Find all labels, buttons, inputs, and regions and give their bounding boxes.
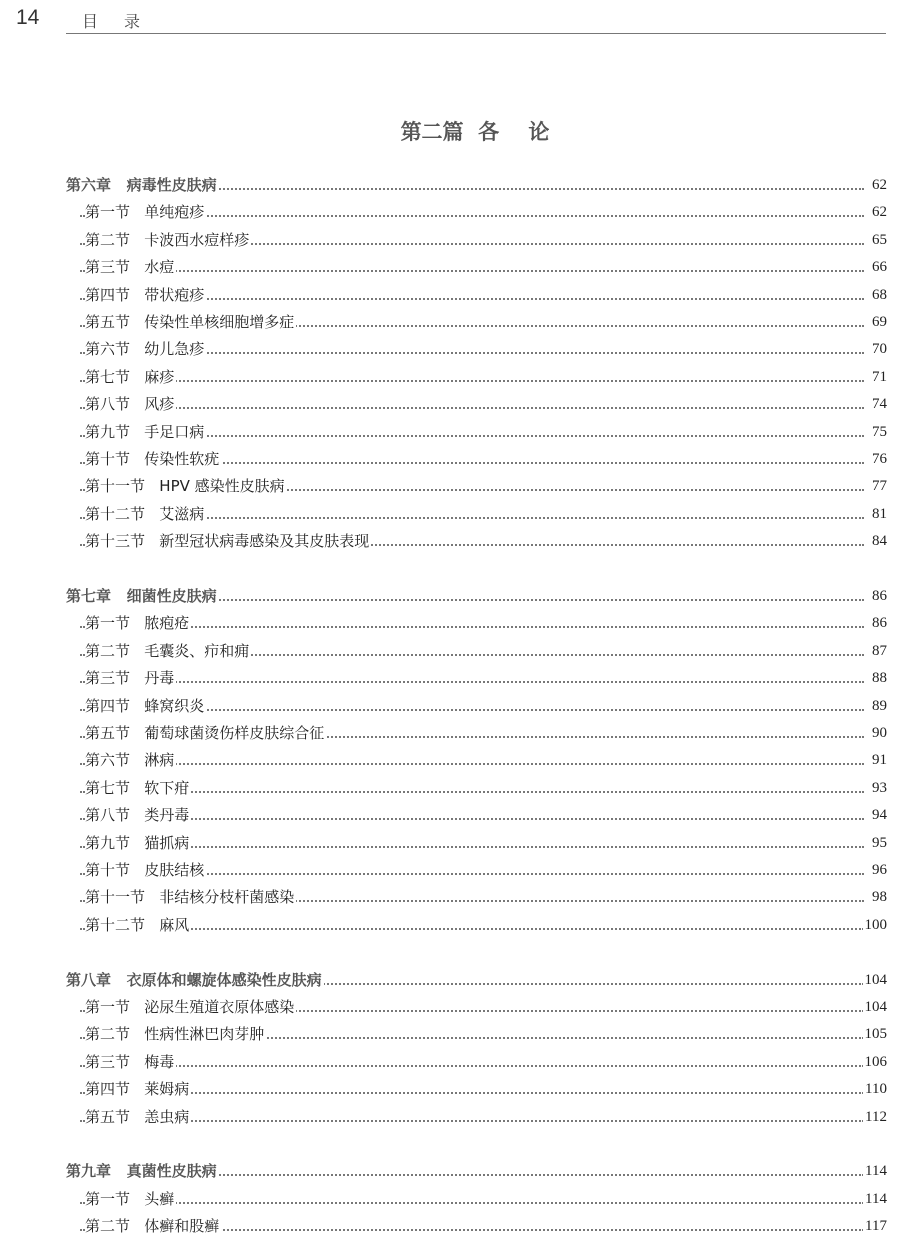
toc-leader-dots (80, 1092, 864, 1094)
toc-section-title: 第一节 单纯疱疹 (85, 199, 206, 226)
toc-chapter-title: 第八章 衣原体和螺旋体感染性皮肤病 (66, 967, 324, 994)
toc-section-entry[interactable] (0, 857, 900, 884)
toc-section-entry[interactable] (0, 1021, 900, 1048)
toc-page-number: 70 (870, 336, 887, 363)
toc-chapter-entry[interactable] (0, 1158, 900, 1185)
toc-chapter-entry[interactable] (0, 583, 900, 610)
toc-page-number: 62 (870, 199, 887, 226)
toc-section-title: 第二节 毛囊炎、疖和痈 (85, 638, 251, 665)
toc-leader-dots (80, 626, 864, 628)
toc-chapter-title: 第九章 真菌性皮肤病 (66, 1158, 219, 1185)
toc-leader-dots (80, 1065, 864, 1067)
toc-section-entry[interactable] (0, 665, 900, 692)
toc-section-entry[interactable] (0, 199, 900, 226)
toc-page-number: 74 (870, 391, 887, 418)
toc-page-number: 69 (870, 309, 887, 336)
toc-section-title: 第十节 皮肤结核 (85, 857, 206, 884)
toc-section-entry[interactable] (0, 720, 900, 747)
toc-page-number: 98 (870, 884, 887, 911)
toc-leader-dots (80, 1120, 864, 1122)
toc-section-entry[interactable] (0, 254, 900, 281)
toc-page-number: 71 (870, 364, 887, 391)
part-title: 第二篇 各 论 (400, 120, 550, 144)
toc-page-number: 94 (870, 802, 887, 829)
toc-page-number: 90 (870, 720, 887, 747)
toc-section-title: 第二节 性病性淋巴肉芽肿 (85, 1021, 266, 1048)
toc-section-title: 第八节 类丹毒 (85, 802, 191, 829)
toc-section-title: 第十一节 HPV 感染性皮肤病 (85, 473, 287, 500)
toc-page-number: 87 (870, 638, 887, 665)
toc-section-entry[interactable] (0, 610, 900, 637)
toc-section-entry[interactable] (0, 419, 900, 446)
toc-section-entry[interactable] (0, 747, 900, 774)
toc-page-number: 77 (870, 473, 887, 500)
toc-section-entry[interactable] (0, 528, 900, 555)
toc-page-number: 112 (863, 1104, 887, 1131)
toc-section-entry[interactable] (0, 884, 900, 911)
toc-section-entry[interactable] (0, 830, 900, 857)
toc-leader-dots (80, 380, 864, 382)
toc-section-title: 第十二节 麻风 (85, 912, 191, 939)
toc-chapter-title: 第六章 病毒性皮肤病 (66, 172, 219, 199)
toc-page-number: 66 (870, 254, 887, 281)
toc-section-entry[interactable] (0, 282, 900, 309)
toc-section-entry[interactable] (0, 638, 900, 665)
toc-section-title: 第四节 带状疱疹 (85, 282, 206, 309)
toc-section-entry[interactable] (0, 364, 900, 391)
toc-page-number: 93 (870, 775, 887, 802)
toc-page-number: 86 (870, 610, 887, 637)
toc-section-title: 第七节 麻疹 (85, 364, 176, 391)
toc-leader-dots (80, 763, 864, 765)
toc-page-number: 62 (870, 172, 887, 199)
toc-section-title: 第十三节 新型冠状病毒感染及其皮肤表现 (85, 528, 371, 555)
toc-chapter-title: 第七章 细菌性皮肤病 (66, 583, 219, 610)
toc-section-title: 第六节 幼儿急疹 (85, 336, 206, 363)
toc-page-number: 88 (870, 665, 887, 692)
toc-leader-dots (80, 1202, 864, 1204)
toc-page-number: 96 (870, 857, 887, 884)
toc-section-entry[interactable] (0, 1049, 900, 1076)
toc-leader-dots (80, 818, 864, 820)
toc-page-number: 104 (863, 967, 888, 994)
toc-section-entry[interactable] (0, 227, 900, 254)
toc-page-number: 68 (870, 282, 887, 309)
toc-section-title: 第十一节 非结核分枝杆菌感染 (85, 884, 296, 911)
toc-page-number: 86 (870, 583, 887, 610)
toc-page-number: 105 (863, 1021, 888, 1048)
toc-section-title: 第九节 猫抓病 (85, 830, 191, 857)
toc-page-number: 91 (870, 747, 887, 774)
toc-section-title: 第一节 头癣 (85, 1186, 176, 1213)
toc-leader-dots (80, 928, 864, 930)
toc-page-number: 106 (863, 1049, 888, 1076)
toc-section-title: 第二节 卡波西水痘样疹 (85, 227, 251, 254)
toc-chapter-entry[interactable] (0, 172, 900, 199)
toc-section-entry[interactable] (0, 1213, 900, 1240)
toc-page-number: 76 (870, 446, 887, 473)
toc-page-number: 100 (863, 912, 888, 939)
toc-section-title: 第十节 传染性软疣 (85, 446, 221, 473)
toc-page-number: 117 (863, 1213, 887, 1240)
toc-page-number: 89 (870, 693, 887, 720)
toc-section-title: 第三节 水痘 (85, 254, 176, 281)
toc-section-entry[interactable] (0, 693, 900, 720)
toc-section-entry[interactable] (0, 1104, 900, 1131)
toc-section-title: 第三节 丹毒 (85, 665, 176, 692)
toc-section-entry[interactable] (0, 501, 900, 528)
toc-section-title: 第五节 传染性单核细胞增多症 (85, 309, 296, 336)
toc-page-number: 114 (863, 1186, 887, 1213)
page-number: 14 (16, 6, 40, 29)
toc-section-title: 第一节 泌尿生殖道衣原体感染 (85, 994, 296, 1021)
toc-page-number: 81 (870, 501, 887, 528)
toc-section-title: 第一节 脓疱疮 (85, 610, 191, 637)
toc-page-number: 110 (863, 1076, 887, 1103)
toc-chapter-entry[interactable] (0, 967, 900, 994)
toc-section-entry[interactable] (0, 775, 900, 802)
toc-section-entry[interactable] (0, 1076, 900, 1103)
toc-page-number: 84 (870, 528, 887, 555)
toc-section-title: 第三节 梅毒 (85, 1049, 176, 1076)
toc-page-number: 75 (870, 419, 887, 446)
toc-section-title: 第八节 风疹 (85, 391, 176, 418)
toc-section-title: 第二节 体癣和股癣 (85, 1213, 221, 1240)
toc-leader-dots (80, 791, 864, 793)
toc-leader-dots (80, 681, 864, 683)
toc-section-title: 第六节 淋病 (85, 747, 176, 774)
toc-section-entry[interactable] (0, 473, 900, 500)
toc-section-title: 第九节 手足口病 (85, 419, 206, 446)
toc-section-entry[interactable] (0, 1186, 900, 1213)
toc-section-entry[interactable] (0, 309, 900, 336)
toc-leader-dots (80, 407, 864, 409)
toc-section-entry[interactable] (0, 994, 900, 1021)
toc-leader-dots (80, 270, 864, 272)
toc-page-number: 95 (870, 830, 887, 857)
toc-leader-dots (80, 846, 864, 848)
toc-section-entry[interactable] (0, 912, 900, 939)
toc-section-title: 第五节 恙虫病 (85, 1104, 191, 1131)
toc-section-entry[interactable] (0, 391, 900, 418)
toc-section-title: 第十二节 艾滋病 (85, 501, 206, 528)
toc-section-entry[interactable] (0, 336, 900, 363)
header-title: 目录 (82, 12, 167, 31)
toc-section-title: 第四节 莱姆病 (85, 1076, 191, 1103)
toc-page-number: 65 (870, 227, 887, 254)
toc-section-title: 第七节 软下疳 (85, 775, 191, 802)
toc-section-entry[interactable] (0, 446, 900, 473)
toc-section-title: 第四节 蜂窝织炎 (85, 693, 206, 720)
toc-section-entry[interactable] (0, 802, 900, 829)
toc-page-number: 114 (863, 1158, 887, 1185)
toc-page-number: 104 (863, 994, 888, 1021)
toc-section-title: 第五节 葡萄球菌烫伤样皮肤综合征 (85, 720, 326, 747)
